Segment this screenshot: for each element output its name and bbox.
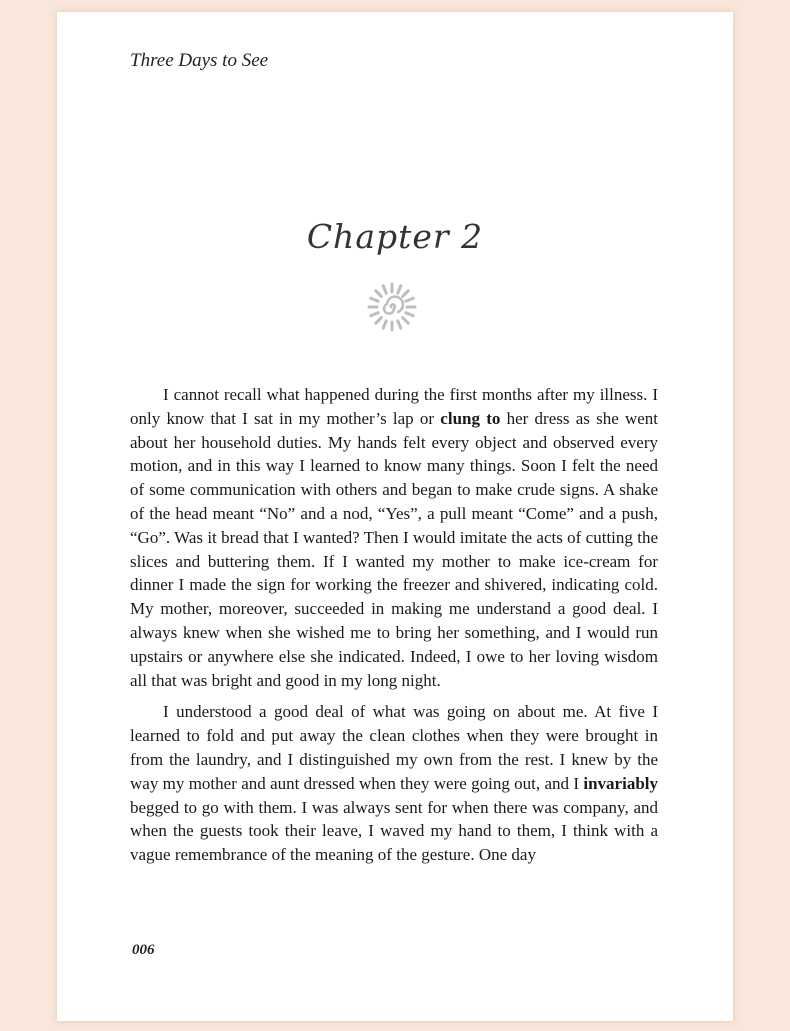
bold-text: clung to	[440, 408, 501, 428]
chapter-title: Chapter 2	[306, 217, 484, 256]
sun-swirl-ornament-icon	[367, 282, 417, 332]
book-page	[57, 12, 733, 1021]
paragraph	[130, 700, 658, 867]
page-number: 006	[132, 942, 155, 958]
running-head-title: Three Days to See	[130, 50, 269, 71]
text-run: her dress as she went about her household duties. My hands felt every object and observed every motion, and in this way I learned to know many things. Soon I felt the need of some communication with others and began to make crude signs. A shake of the head meant “No” and a nod, “Yes”, a pull meant “Come” and a push, “Go”. Was it bread that I wanted? Then I would imitate the acts of cutting the slices and buttering them. If I wanted my mother to make ice-cream for dinner I made the sign for working the freezer and shivered, indicating cold. My mother, moreover, succeeded in making me understand a good deal. I always knew when she wished me to bring her something, and I would run upstairs or anywhere else she indicated. Indeed, I owe to her loving wisdom all that was bright and good in my long night.	[130, 408, 659, 690]
text-run: I cannot recall what happened during the first months after my illness. I only know that I sat in my mother’s lap or	[130, 385, 658, 428]
chapter-body	[130, 383, 658, 875]
text-run: I understood a good deal of what was going on about me. At five I learned to fold and put away the clean clothes when they were brought in from the laundry, and I distinguished my own from the rest. I knew by the way my mother and aunt dressed when they were going out, and I	[130, 702, 658, 793]
paragraph	[130, 383, 658, 692]
text-run: begged to go with them. I was always sent for when there was company, and when the guests took their leave, I waved my hand to them, I think with a vague remembrance of the meaning of the gesture. One day	[130, 797, 658, 865]
bold-text: invariably	[583, 773, 658, 793]
